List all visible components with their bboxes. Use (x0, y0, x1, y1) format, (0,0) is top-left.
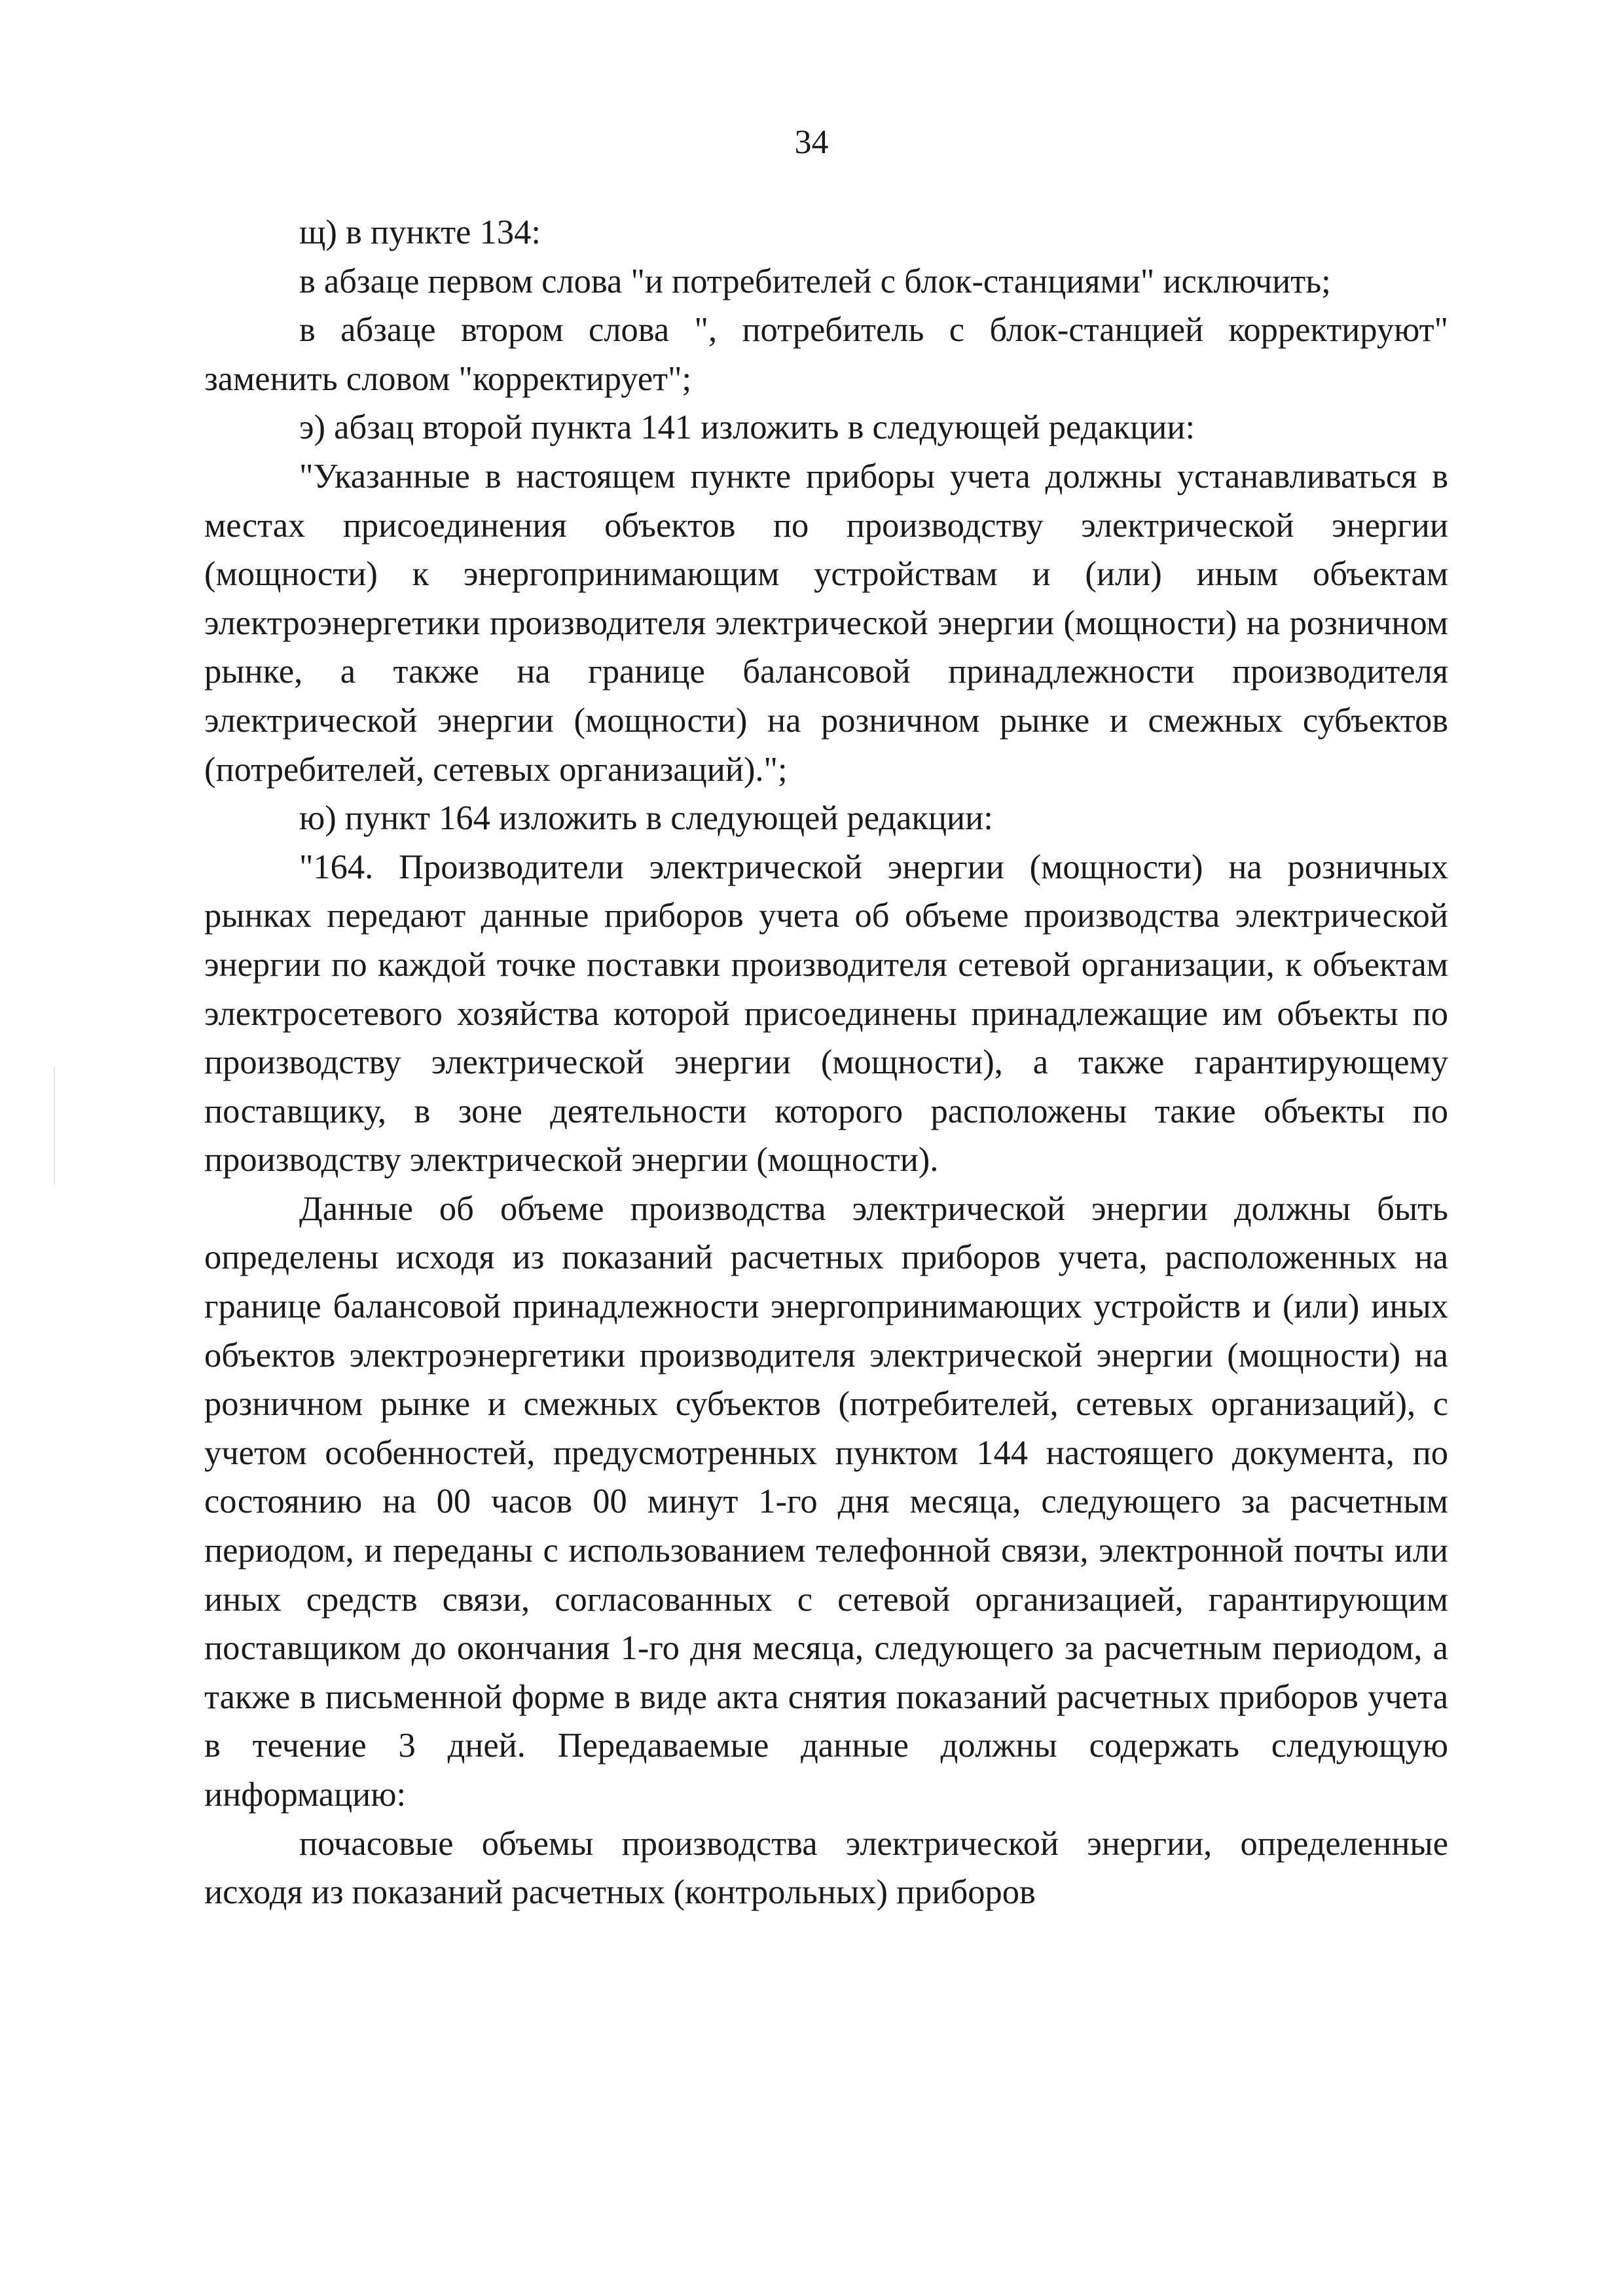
scan-artifact-line (54, 1067, 55, 1185)
paragraph-first-abzac: в абзаце первом слова "и потребителей с блок-станциями" исключить; (299, 262, 1331, 300)
paragraph-data-volume: Данные об объеме производства электрической энергии должны быть определены исходя из показаний расчетных приборов учета, расположенных на границе балансовой принадлежности энергопринимающих устройств и (или) иных объектов электроэнергетики производителя электрической энергии (мощности) на розничном рынке и смежных субъектов (потребителей, сетевых организаций), с учетом особенностей, предусмотренных пунктом 144 настоящего документа, по состоянию на 00 часов 00 минут 1-го дня месяца, следующего за расчетным периодом, и переданы с использованием телефонной связи, электронной почты или иных средств связи, согласованных с сетевой организацией, гарантирующим поставщиком до окончания 1-го дня месяца, следующего за расчетным периодом, а также в письменной форме в виде акта снятия показаний расчетных приборов учета в течение 3 дней. Передаваемые данные должны содержать следующую информацию: (204, 1189, 1448, 1814)
paragraph-item-e: э) абзац второй пункта 141 изложить в следующей редакции: (299, 408, 1195, 447)
paragraph-item-yu: ю) пункт 164 изложить в следующей редакции: (299, 799, 993, 838)
paragraph-quoted-164: "164. Производители электрической энергии (мощности) на розничных рынках передают данные приборов учета об объеме производства электрической энергии по каждой точке поставки производителя сетевой организации, к объектам электросетевого хозяйства которой присоединены принадлежащие им объекты по производству электрической энергии (мощности), а также гарантирующему поставщику, в зоне деятельности которого расположены такие объекты по производству электрической энергии (мощности). (204, 848, 1448, 1179)
page-number: 34 (794, 124, 829, 161)
paragraph-item-shch: щ) в пункте 134: (299, 213, 541, 251)
paragraph-hourly-volumes: почасовые объемы производства электрической энергии, определенные исходя из показаний расчетных (контрольных) приборов (204, 1824, 1448, 1912)
paragraph-second-abzac: в абзаце втором слова ", потребитель с блок-станцией корректируют" заменить словом "корректирует"; (204, 311, 1448, 398)
paragraph-quoted-141: "Указанные в настоящем пункте приборы учета должны устанавливаться в местах присоединения объектов по производству электрической энергии (мощности) к энергопринимающим устройствам и (или) иным объектам электроэнергетики производителя электрической энергии (мощности) на розничном рынке, а также на границе балансовой принадлежности производителя электрической энергии (мощности) на розничном рынке и смежных субъектов (потребителей, сетевых организаций)."; (204, 457, 1448, 789)
document-body (204, 208, 1448, 1917)
